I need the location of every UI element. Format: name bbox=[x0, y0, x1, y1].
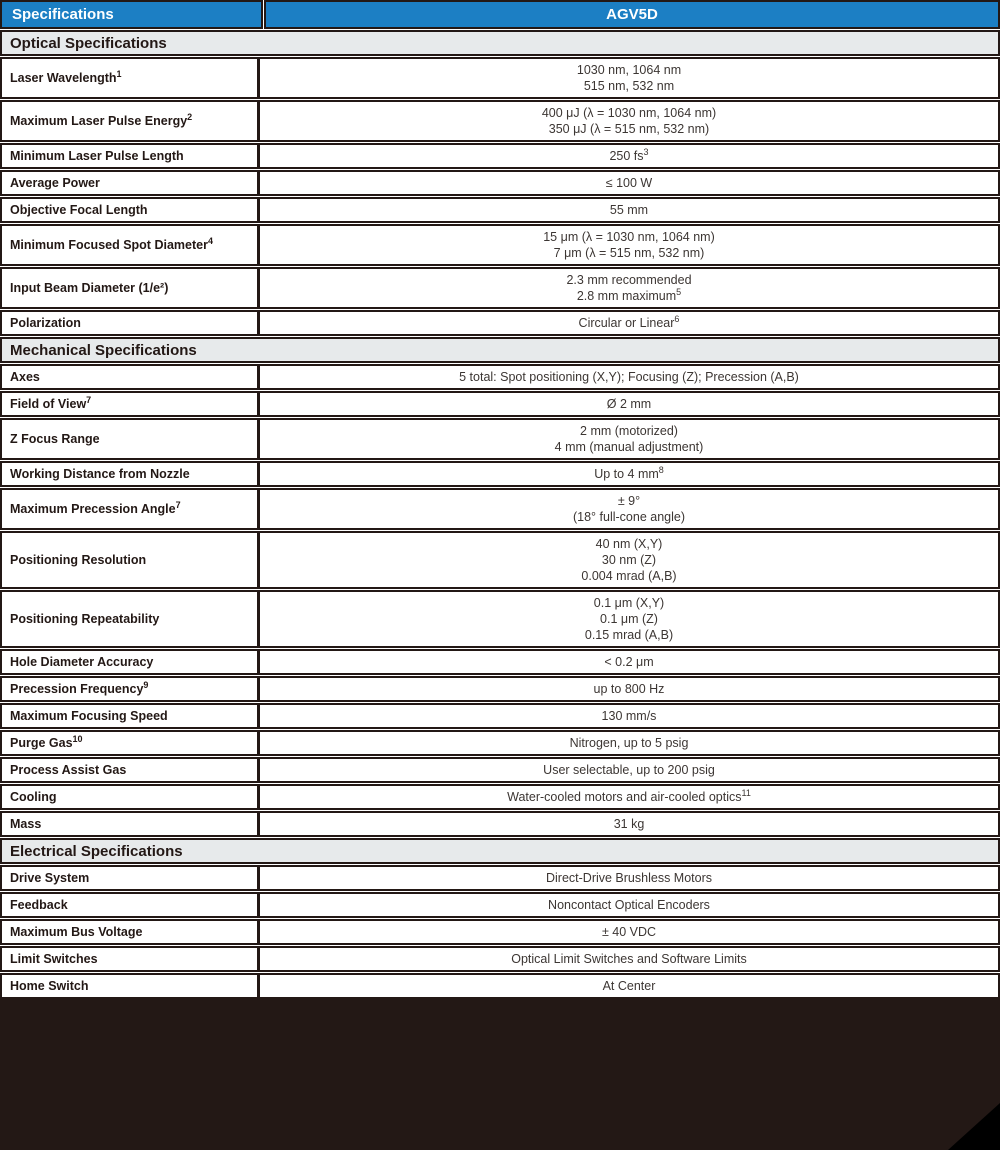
column-header-specifications: Specifications bbox=[0, 0, 263, 29]
spec-value: 15 μm (λ = 1030 nm, 1064 nm) 7 μm (λ = 515 nm, 532 nm) bbox=[543, 230, 715, 260]
spec-label: Minimum Focused Spot Diameter$^4$ bbox=[2, 226, 260, 264]
spec-row-axes bbox=[0, 364, 1000, 390]
spec-value: Up to 4 $mm^8$ bbox=[594, 464, 664, 481]
spec-label: Axes bbox=[2, 366, 260, 388]
spec-label: Maximum Focusing Speed bbox=[2, 705, 260, 727]
spec-value: Direct-Drive Brushless Motors bbox=[545, 871, 712, 885]
spec-value: 1030 nm, 1064 nm 515 nm, 532 nm bbox=[576, 63, 682, 93]
spec-label: Home Switch bbox=[2, 975, 260, 997]
spec-value: 250 $fs^3$ bbox=[609, 146, 649, 163]
spec-label: Average Power bbox=[2, 172, 260, 194]
spec-row-minimum-laser-pulse-length bbox=[0, 143, 1000, 169]
spec-label: Drive System bbox=[2, 867, 260, 889]
spec-label: Working Distance from Nozzle bbox=[2, 463, 260, 485]
spec-row-process-assist-gas bbox=[0, 757, 1000, 783]
spec-value: 2.3 mm recommended 2.8 mm maximum$^5$ bbox=[566, 273, 692, 303]
spec-row-positioning-repeatability bbox=[0, 590, 1000, 648]
spec-row-home-switch bbox=[0, 973, 1000, 999]
spec-label: Feedback bbox=[2, 894, 260, 916]
spec-label: Minimum Laser Pulse Length bbox=[2, 145, 260, 167]
spec-label: Maximum Bus Voltage bbox=[2, 921, 260, 943]
spec-value: Optical Limit Switches and Software Limits bbox=[511, 952, 747, 966]
spec-value: 0.1 μm (X,Y) 0.1 μm (Z) 0.15 mrad (A,B) bbox=[584, 596, 674, 642]
spec-label: Hole Diameter Accuracy bbox=[2, 651, 260, 673]
section-header-electrical-specifications: Electrical Specifications bbox=[0, 838, 1000, 864]
section-header-optical-specifications: Optical Specifications bbox=[0, 30, 1000, 56]
corner-triangle-decoration bbox=[948, 1103, 1000, 1150]
spec-label: Positioning Resolution bbox=[2, 533, 260, 587]
spec-label: Polarization bbox=[2, 312, 260, 334]
spec-value: < 0.2 μm bbox=[604, 655, 654, 669]
spec-row-limit-switches bbox=[0, 946, 1000, 972]
spec-label: Cooling bbox=[2, 786, 260, 808]
spec-label: Limit Switches bbox=[2, 948, 260, 970]
spec-value: Ø 2 mm bbox=[606, 397, 652, 411]
spec-label: Mass bbox=[2, 813, 260, 835]
spec-value: 2 mm (motorized) 4 mm (manual adjustment) bbox=[554, 424, 704, 454]
spec-value: ± 9° (18° full-cone angle) bbox=[572, 494, 685, 524]
spec-label: Process Assist Gas bbox=[2, 759, 260, 781]
spec-row-working-distance-from-nozzle bbox=[0, 461, 1000, 487]
table-header-row bbox=[0, 0, 1000, 29]
spec-label: Laser Wavelength$^1$ bbox=[2, 59, 260, 97]
spec-label: Maximum Laser Pulse Energy$^2$ bbox=[2, 102, 260, 140]
spec-row-polarization bbox=[0, 310, 1000, 336]
table-body bbox=[0, 30, 1000, 999]
spec-label: Purge Gas$^{10}$ bbox=[2, 732, 260, 754]
spec-row-hole-diameter-accuracy bbox=[0, 649, 1000, 675]
spec-value: up to 800 Hz bbox=[593, 682, 665, 696]
spec-value: 55 mm bbox=[609, 203, 649, 217]
spec-value: Water-cooled motors and air-cooled optics$^{11}$ bbox=[507, 787, 751, 804]
spec-value: 400 μJ (λ = 1030 nm, 1064 nm) 350 μJ (λ = 515 nm, 532 nm) bbox=[541, 106, 717, 136]
spec-value: 130 mm/s bbox=[601, 709, 657, 723]
spec-row-objective-focal-length bbox=[0, 197, 1000, 223]
section-header-mechanical-specifications: Mechanical Specifications bbox=[0, 337, 1000, 363]
spec-row-purge-gas bbox=[0, 730, 1000, 756]
spec-row-maximum-focusing-speed bbox=[0, 703, 1000, 729]
spec-value: Circular or Linear$^6$ bbox=[578, 313, 680, 330]
spec-label: Positioning Repeatability bbox=[2, 592, 260, 646]
spec-value: ± 40 VDC bbox=[601, 925, 657, 939]
spec-label: Z Focus Range bbox=[2, 420, 260, 458]
column-header-model: AGV5D bbox=[264, 0, 1000, 29]
spec-label: Field of View$^7$ bbox=[2, 393, 260, 415]
spec-row-maximum-laser-pulse-energy bbox=[0, 100, 1000, 142]
spec-value: 31 kg bbox=[613, 817, 645, 831]
spec-value: Nitrogen, up to 5 psig bbox=[569, 736, 689, 750]
spec-value: User selectable, up to 200 psig bbox=[543, 763, 715, 777]
spec-label: Maximum Precession Angle$^7$ bbox=[2, 490, 260, 528]
spec-value: ≤ 100 W bbox=[605, 176, 653, 190]
spec-label: Precession Frequency$^9$ bbox=[2, 678, 260, 700]
spec-row-field-of-view bbox=[0, 391, 1000, 417]
spec-label: Objective Focal Length bbox=[2, 199, 260, 221]
spec-row-maximum-bus-voltage bbox=[0, 919, 1000, 945]
spec-row-average-power bbox=[0, 170, 1000, 196]
spec-value: 40 nm (X,Y) 30 nm (Z) 0.004 mrad (A,B) bbox=[581, 537, 677, 583]
spec-row-minimum-focused-spot-diameter bbox=[0, 224, 1000, 266]
spec-value: Noncontact Optical Encoders bbox=[548, 898, 710, 912]
spec-row-positioning-resolution bbox=[0, 531, 1000, 589]
spec-label: Input Beam Diameter (1/e²) bbox=[2, 269, 260, 307]
spec-row-mass bbox=[0, 811, 1000, 837]
spec-row-cooling bbox=[0, 784, 1000, 810]
spec-row-z-focus-range bbox=[0, 418, 1000, 460]
spec-row-precession-frequency bbox=[0, 676, 1000, 702]
spec-row-feedback bbox=[0, 892, 1000, 918]
spec-value: 5 total: Spot positioning (X,Y); Focusing (Z); Precession (A,B) bbox=[459, 370, 799, 384]
spec-row-maximum-precession-angle bbox=[0, 488, 1000, 530]
spec-row-drive-system bbox=[0, 865, 1000, 891]
spec-row-laser-wavelength bbox=[0, 57, 1000, 99]
spec-row-input-beam-diameter-1-e bbox=[0, 267, 1000, 309]
spec-value: At Center bbox=[602, 979, 656, 993]
